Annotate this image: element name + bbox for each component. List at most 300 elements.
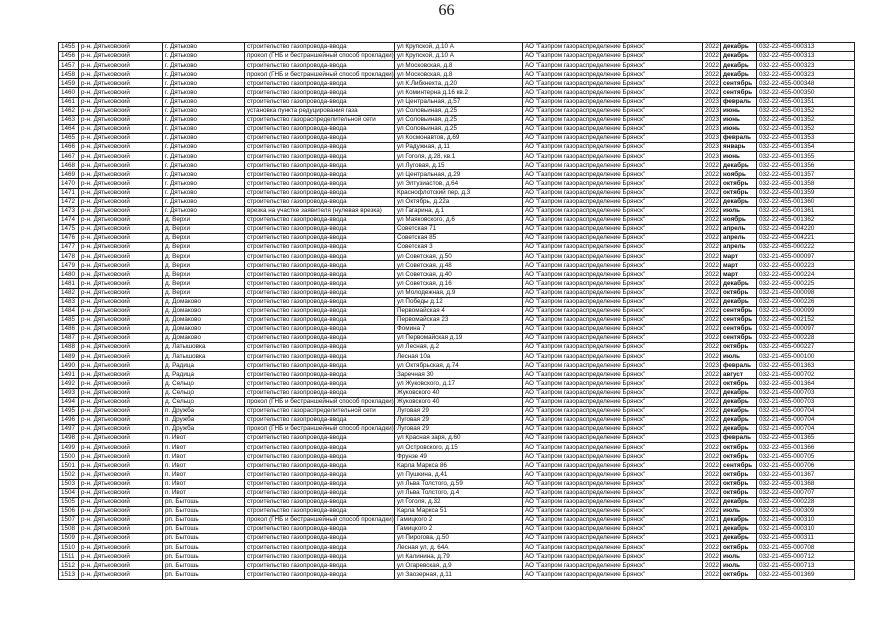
month-cell: октябрь [721,452,757,461]
settlement-cell: п. Ивот [163,443,245,452]
registration-number-cell: 032-22-455-000224 [757,270,855,279]
settlement-cell: д. Домаково [163,324,245,333]
organization-cell: АО "Газпром газораспределение Брянск" [523,79,703,88]
district-cell: р-н. Дятьковский [79,106,163,115]
year-cell: 2022 [703,343,721,352]
district-cell: р-н. Дятьковский [79,397,163,406]
year-cell: 2022 [703,443,721,452]
table-row [59,79,855,88]
district-cell: р-н. Дятьковский [79,552,163,561]
settlement-cell: г. Дятьково [163,206,245,215]
organization-cell: АО "Газпром газораспределение Брянск" [523,415,703,424]
year-cell: 2023 [703,152,721,161]
row-number-cell: 1481 [59,279,79,288]
registration-number-cell: 032-22-455-001359 [757,188,855,197]
registration-number-cell: 032-22-455-004220 [757,224,855,233]
settlement-cell: п. Дружба [163,406,245,415]
organization-cell: АО "Газпром газораспределение Брянск" [523,152,703,161]
settlement-cell: рп. Бытошь [163,534,245,543]
organization-cell: АО "Газпром газораспределение Брянск" [523,197,703,206]
year-cell: 2021 [703,534,721,543]
table-row [59,152,855,161]
month-cell: октябрь [721,570,757,579]
organization-cell: АО "Газпром газораспределение Брянск" [523,261,703,270]
table-row [59,334,855,343]
year-cell: 2022 [703,497,721,506]
month-cell: июль [721,352,757,361]
address-cell: ул Огаревская, д.9 [395,561,523,570]
row-number-cell: 1511 [59,552,79,561]
settlement-cell: п. Ивот [163,479,245,488]
work-type-cell: строительство газопровода-ввода [245,197,395,206]
month-cell: апрель [721,243,757,252]
registration-number-cell: 032-21-455-000703 [757,397,855,406]
year-cell: 2022 [703,570,721,579]
table-row [59,70,855,79]
district-cell: р-н. Дятьковский [79,188,163,197]
registration-number-cell: 032-22-455-001364 [757,379,855,388]
organization-cell: АО "Газпром газораспределение Брянск" [523,434,703,443]
district-cell: р-н. Дятьковский [79,161,163,170]
row-number-cell: 1500 [59,452,79,461]
settlement-cell: д. Латышовка [163,352,245,361]
district-cell: р-н. Дятьковский [79,215,163,224]
work-type-cell: строительство газопровода-ввода [245,288,395,297]
row-number-cell: 1494 [59,397,79,406]
work-type-cell: строительство газопровода-ввода [245,279,395,288]
registration-number-cell: 032-22-455-000223 [757,261,855,270]
address-cell: ул Луговая, д.15 [395,161,523,170]
registration-number-cell: 032-21-455-000712 [757,552,855,561]
address-cell: ул Космонавтов, д.69 [395,133,523,142]
month-cell: февраль [721,97,757,106]
month-cell: март [721,261,757,270]
year-cell: 2022 [703,179,721,188]
table-row [59,188,855,197]
table-row [59,470,855,479]
district-cell: р-н. Дятьковский [79,570,163,579]
settlement-cell: г. Дятьково [163,70,245,79]
registration-number-cell: 032-22-455-001356 [757,161,855,170]
work-type-cell: строительство газопровода-ввода [245,434,395,443]
month-cell: ноябрь [721,170,757,179]
settlement-cell: рп. Бытошь [163,543,245,552]
year-cell: 2023 [703,124,721,133]
district-cell: р-н. Дятьковский [79,443,163,452]
settlement-cell: г. Дятьково [163,124,245,133]
registration-number-cell: 032-22-455-001357 [757,170,855,179]
row-number-cell: 1491 [59,370,79,379]
table-row [59,206,855,215]
table-row [59,297,855,306]
address-cell: ул Пушкина, д.41 [395,470,523,479]
month-cell: август [721,370,757,379]
work-type-cell: строительство газопровода-ввода [245,524,395,533]
row-number-cell: 1493 [59,388,79,397]
row-number-cell: 1512 [59,561,79,570]
register-table-body [59,43,855,580]
organization-cell: АО "Газпром газораспределение Брянск" [523,534,703,543]
year-cell: 2022 [703,543,721,552]
month-cell: декабрь [721,534,757,543]
work-type-cell: прокол (ГНБ и бестраншейный способ прокладки) [245,70,395,79]
registration-number-cell: 032-22-455-001351 [757,97,855,106]
year-cell: 2022 [703,161,721,170]
district-cell: р-н. Дятьковский [79,179,163,188]
month-cell: октябрь [721,179,757,188]
district-cell: р-н. Дятьковский [79,361,163,370]
year-cell: 2022 [703,270,721,279]
organization-cell: АО "Газпром газораспределение Брянск" [523,179,703,188]
district-cell: р-н. Дятьковский [79,415,163,424]
table-row [59,543,855,552]
registration-number-cell: 032-22-455-004221 [757,233,855,242]
month-cell: сентябрь [721,334,757,343]
address-cell: ул Льва Толстого, д.59 [395,479,523,488]
registration-number-cell: 032-21-455-000704 [757,406,855,415]
settlement-cell: д. Радица [163,361,245,370]
address-cell: ул Соловьиная, д.25 [395,124,523,133]
table-row [59,97,855,106]
work-type-cell: прокол (ГНБ и бестраншейный способ прокладки) [245,424,395,433]
row-number-cell: 1455 [59,43,79,52]
year-cell: 2022 [703,43,721,52]
district-cell: р-н. Дятьковский [79,124,163,133]
year-cell: 2022 [703,279,721,288]
organization-cell: АО "Газпром газораспределение Брянск" [523,70,703,79]
settlement-cell: п. Ивот [163,488,245,497]
row-number-cell: 1471 [59,188,79,197]
address-cell: Карла Маркса 51 [395,506,523,515]
month-cell: июль [721,552,757,561]
table-row [59,397,855,406]
district-cell: р-н. Дятьковский [79,133,163,142]
year-cell: 2022 [703,388,721,397]
settlement-cell: д. Домаково [163,306,245,315]
month-cell: декабрь [721,415,757,424]
settlement-cell: п. Ивот [163,461,245,470]
work-type-cell: строительство газораспределительной сети [245,406,395,415]
organization-cell: АО "Газпром газораспределение Брянск" [523,352,703,361]
settlement-cell: рп. Бытошь [163,524,245,533]
settlement-cell: рп. Бытошь [163,561,245,570]
registration-number-cell: 032-22-455-001352 [757,106,855,115]
settlement-cell: д. Верхи [163,215,245,224]
year-cell: 2023 [703,434,721,443]
row-number-cell: 1466 [59,143,79,152]
district-cell: р-н. Дятьковский [79,306,163,315]
organization-cell: АО "Газпром газораспределение Брянск" [523,43,703,52]
organization-cell: АО "Газпром газораспределение Брянск" [523,170,703,179]
registration-number-cell: 032-22-455-001366 [757,443,855,452]
district-cell: р-н. Дятьковский [79,334,163,343]
table-row [59,88,855,97]
organization-cell: АО "Газпром газораспределение Брянск" [523,370,703,379]
year-cell: 2022 [703,552,721,561]
address-cell: ул Радужная, д.11 [395,143,523,152]
settlement-cell: д. Сельцо [163,397,245,406]
address-cell: ул Пирогова, д.50 [395,534,523,543]
year-cell: 2022 [703,470,721,479]
registration-number-cell: 032-21-455-000703 [757,388,855,397]
work-type-cell: строительство газопровода-ввода [245,570,395,579]
month-cell: сентябрь [721,324,757,333]
address-cell: ул Калинина, д.79 [395,552,523,561]
month-cell: сентябрь [721,88,757,97]
organization-cell: АО "Газпром газораспределение Брянск" [523,243,703,252]
organization-cell: АО "Газпром газораспределение Брянск" [523,161,703,170]
row-number-cell: 1478 [59,252,79,261]
year-cell: 2022 [703,488,721,497]
table-row [59,106,855,115]
month-cell: июль [721,561,757,570]
registration-number-cell: 032-22-455-001352 [757,115,855,124]
table-row [59,252,855,261]
settlement-cell: г. Дятьково [163,79,245,88]
registration-number-cell: 032-22-455-000222 [757,243,855,252]
work-type-cell: строительство газопровода-ввода [245,488,395,497]
year-cell: 2022 [703,197,721,206]
table-row [59,406,855,415]
table-row [59,552,855,561]
table-row [59,288,855,297]
organization-cell: АО "Газпром газораспределение Брянск" [523,233,703,242]
work-type-cell: строительство газопровода-ввода [245,97,395,106]
month-cell: январь [721,143,757,152]
district-cell: р-н. Дятьковский [79,479,163,488]
row-number-cell: 1501 [59,461,79,470]
table-row [59,324,855,333]
row-number-cell: 1483 [59,297,79,306]
table-row [59,388,855,397]
row-number-cell: 1497 [59,424,79,433]
table-row [59,479,855,488]
registration-number-cell: 032-21-455-000309 [757,506,855,515]
registration-number-cell: 032-22-455-000228 [757,334,855,343]
row-number-cell: 1477 [59,243,79,252]
table-row [59,43,855,52]
work-type-cell: строительство газопровода-ввода [245,470,395,479]
work-type-cell: строительство газопровода-ввода [245,143,395,152]
table-row [59,233,855,242]
organization-cell: АО "Газпром газораспределение Брянск" [523,379,703,388]
address-cell: ул Островского, д.15 [395,443,523,452]
organization-cell: АО "Газпром газораспределение Брянск" [523,206,703,215]
register-table [58,42,855,580]
registration-number-cell: 032-21-455-000705 [757,452,855,461]
district-cell: р-н. Дятьковский [79,233,163,242]
address-cell: Заречная 30 [395,370,523,379]
organization-cell: АО "Газпром газораспределение Брянск" [523,279,703,288]
settlement-cell: г. Дятьково [163,115,245,124]
month-cell: апрель [721,233,757,242]
settlement-cell: д. Домаково [163,334,245,343]
registration-number-cell: 032-21-455-000713 [757,561,855,570]
row-number-cell: 1492 [59,379,79,388]
organization-cell: АО "Газпром газораспределение Брянск" [523,524,703,533]
table-row [59,570,855,579]
table-row [59,124,855,133]
row-number-cell: 1457 [59,61,79,70]
row-number-cell: 1495 [59,406,79,415]
address-cell: ул Центральная, д.57 [395,97,523,106]
registration-number-cell: 032-21-455-000099 [757,306,855,315]
month-cell: октябрь [721,188,757,197]
address-cell: ул Центральная, д.29 [395,170,523,179]
work-type-cell: строительство газопровода-ввода [245,379,395,388]
year-cell: 2021 [703,524,721,533]
registration-number-cell: 032-22-455-001354 [757,143,855,152]
address-cell: ул Гоголя, д.32 [395,497,523,506]
settlement-cell: г. Дятьково [163,88,245,97]
settlement-cell: г. Дятьково [163,97,245,106]
month-cell: октябрь [721,288,757,297]
district-cell: р-н. Дятьковский [79,288,163,297]
settlement-cell: п. Дружба [163,424,245,433]
table-row [59,361,855,370]
organization-cell: АО "Газпром газораспределение Брянск" [523,570,703,579]
table-row [59,488,855,497]
work-type-cell: строительство газопровода-ввода [245,188,395,197]
address-cell: ул Советская, д.48 [395,261,523,270]
row-number-cell: 1469 [59,170,79,179]
organization-cell: АО "Газпром газораспределение Брянск" [523,52,703,61]
row-number-cell: 1487 [59,334,79,343]
organization-cell: АО "Газпром газораспределение Брянск" [523,106,703,115]
address-cell: Фомина 7 [395,324,523,333]
table-row [59,261,855,270]
organization-cell: АО "Газпром газораспределение Брянск" [523,397,703,406]
work-type-cell: установка пункта редуцирования газа [245,106,395,115]
work-type-cell: строительство газопровода-ввода [245,252,395,261]
district-cell: р-н. Дятьковский [79,543,163,552]
settlement-cell: рп. Бытошь [163,515,245,524]
table-row [59,534,855,543]
address-cell: ул Коминтерна д.16 кв.2 [395,88,523,97]
work-type-cell: строительство газопровода-ввода [245,224,395,233]
district-cell: р-н. Дятьковский [79,515,163,524]
registration-number-cell: 032-21-455-000098 [757,288,855,297]
registration-number-cell: 032-21-455-000706 [757,461,855,470]
month-cell: сентябрь [721,315,757,324]
district-cell: р-н. Дятьковский [79,261,163,270]
registration-number-cell: 032-22-455-002152 [757,315,855,324]
month-cell: декабрь [721,406,757,415]
settlement-cell: г. Дятьково [163,152,245,161]
work-type-cell: строительство газопровода-ввода [245,297,395,306]
registration-number-cell: 032-22-455-000227 [757,343,855,352]
organization-cell: АО "Газпром газораспределение Брянск" [523,361,703,370]
registration-number-cell: 032-22-455-000225 [757,279,855,288]
table-row [59,315,855,324]
row-number-cell: 1463 [59,115,79,124]
year-cell: 2022 [703,252,721,261]
registration-number-cell: 032-21-455-000708 [757,543,855,552]
registration-number-cell: 032-22-455-000350 [757,88,855,97]
work-type-cell: строительство газопровода-ввода [245,243,395,252]
row-number-cell: 1488 [59,343,79,352]
address-cell: Луговая 29 [395,415,523,424]
table-row [59,143,855,152]
work-type-cell: врезка на участке заявителя (нулевая врезка) [245,206,395,215]
year-cell: 2022 [703,79,721,88]
work-type-cell: строительство газопровода-ввода [245,343,395,352]
year-cell: 2022 [703,461,721,470]
settlement-cell: г. Дятьково [163,170,245,179]
work-type-cell: строительство газопровода-ввода [245,133,395,142]
organization-cell: АО "Газпром газораспределение Брянск" [523,561,703,570]
month-cell: сентябрь [721,79,757,88]
month-cell: ноябрь [721,215,757,224]
settlement-cell: рп. Бытошь [163,570,245,579]
address-cell: ул Победы д.12 [395,297,523,306]
district-cell: р-н. Дятьковский [79,561,163,570]
organization-cell: АО "Газпром газораспределение Брянск" [523,543,703,552]
row-number-cell: 1467 [59,152,79,161]
organization-cell: АО "Газпром газораспределение Брянск" [523,88,703,97]
row-number-cell: 1513 [59,570,79,579]
registration-number-cell: 032-22-455-000226 [757,297,855,306]
address-cell: ул Крупской, д.10 А [395,52,523,61]
organization-cell: АО "Газпром газораспределение Брянск" [523,61,703,70]
year-cell: 2022 [703,215,721,224]
year-cell: 2022 [703,315,721,324]
work-type-cell: строительство газопровода-ввода [245,270,395,279]
row-number-cell: 1460 [59,88,79,97]
settlement-cell: д. Верхи [163,224,245,233]
address-cell: Карла Маркса 86 [395,461,523,470]
month-cell: октябрь [721,479,757,488]
year-cell: 2022 [703,88,721,97]
organization-cell: АО "Газпром газораспределение Брянск" [523,497,703,506]
year-cell: 2023 [703,143,721,152]
settlement-cell: рп. Бытошь [163,552,245,561]
district-cell: р-н. Дятьковский [79,524,163,533]
table-row [59,170,855,179]
settlement-cell: д. Верхи [163,243,245,252]
work-type-cell: строительство газопровода-ввода [245,370,395,379]
settlement-cell: д. Верхи [163,252,245,261]
district-cell: р-н. Дятьковский [79,152,163,161]
district-cell: р-н. Дятьковский [79,370,163,379]
work-type-cell: строительство газопровода-ввода [245,61,395,70]
address-cell: ул Льва Толстого, д.4 [395,488,523,497]
year-cell: 2023 [703,115,721,124]
registration-number-cell: 032-22-455-001367 [757,470,855,479]
settlement-cell: п. Дружба [163,415,245,424]
table-row [59,497,855,506]
settlement-cell: рп. Бытошь [163,506,245,515]
district-cell: р-н. Дятьковский [79,506,163,515]
organization-cell: АО "Газпром газораспределение Брянск" [523,306,703,315]
registration-number-cell: 032-21-455-000704 [757,415,855,424]
table-row [59,506,855,515]
organization-cell: АО "Газпром газораспределение Брянск" [523,452,703,461]
district-cell: р-н. Дятьковский [79,170,163,179]
year-cell: 2022 [703,261,721,270]
address-cell: Фрунзе 49 [395,452,523,461]
row-number-cell: 1507 [59,515,79,524]
table-row [59,270,855,279]
address-cell: ул Октябрь, д.22а [395,197,523,206]
row-number-cell: 1506 [59,506,79,515]
district-cell: р-н. Дятьковский [79,197,163,206]
year-cell: 2022 [703,288,721,297]
row-number-cell: 1499 [59,443,79,452]
row-number-cell: 1505 [59,497,79,506]
registration-number-cell: 032-21-455-000097 [757,252,855,261]
table-row [59,161,855,170]
